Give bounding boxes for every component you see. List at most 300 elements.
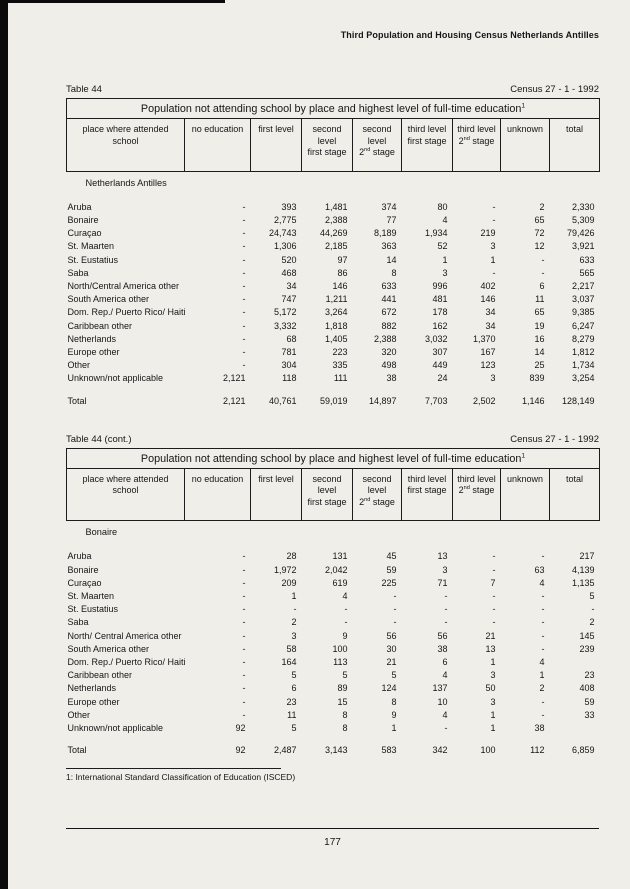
cell-value: 4 xyxy=(539,657,545,668)
table-row xyxy=(67,722,600,735)
cell-value: 6,247 xyxy=(572,320,595,331)
cell-value: - xyxy=(541,630,545,641)
cell-value: 2,121 xyxy=(222,373,246,384)
row-label: St. Maarten xyxy=(67,241,115,252)
cell-value: 100 xyxy=(480,745,496,756)
table-label: Table 44 xyxy=(66,84,102,95)
spacer-row xyxy=(67,540,600,550)
table-title-row xyxy=(67,99,600,119)
cell-value: - xyxy=(541,551,545,562)
column-header: first level xyxy=(251,468,302,521)
table-row xyxy=(67,333,600,346)
table-title: Population not attending school by place and highest level of full-time education$^1$ xyxy=(67,99,600,119)
column-header: third level first stage xyxy=(402,119,453,172)
table-row xyxy=(67,550,600,563)
cell-value: - xyxy=(393,617,397,628)
table-row xyxy=(67,372,600,385)
cell-value: 307 xyxy=(432,346,448,357)
cell-value: 1 xyxy=(442,254,448,265)
cell-value: - xyxy=(541,709,545,720)
cell-value: 3 xyxy=(490,373,496,384)
cell-value: - xyxy=(541,254,545,265)
cell-value: - xyxy=(242,617,246,628)
table-row xyxy=(67,293,600,306)
cell-value: - xyxy=(293,604,297,615)
row-label: Bonaire xyxy=(67,564,99,575)
table-title-row xyxy=(67,448,600,468)
cell-value: 89 xyxy=(337,683,348,694)
table-row xyxy=(67,214,600,227)
column-header: unknown xyxy=(501,119,550,172)
section-label: Netherlands Antilles xyxy=(85,177,167,188)
cell-value: - xyxy=(492,551,496,562)
cell-value: 2,487 xyxy=(273,745,297,756)
row-label: St. Eustatius xyxy=(67,604,119,615)
cell-value: 6,859 xyxy=(572,745,595,756)
table-row xyxy=(67,696,600,709)
table-row xyxy=(67,577,600,590)
table-row xyxy=(67,227,600,240)
cell-value: 1,972 xyxy=(273,564,297,575)
cell-value: 34 xyxy=(286,280,297,291)
cell-value: 19 xyxy=(534,320,545,331)
cell-value: 3 xyxy=(291,630,297,641)
cell-value: 113 xyxy=(333,657,348,668)
cell-value: 402 xyxy=(480,280,496,291)
cell-value: - xyxy=(242,201,246,212)
cell-value: 633 xyxy=(381,280,397,291)
cell-value: 8 xyxy=(391,696,397,707)
census-table xyxy=(66,448,600,758)
cell-value: 72 xyxy=(534,228,545,239)
cell-value: 520 xyxy=(281,254,297,265)
footnote: 1: International Standard Classification of Education (ISCED) xyxy=(66,771,296,782)
cell-value: 56 xyxy=(386,630,397,641)
column-header: place where attended school xyxy=(67,119,185,172)
cell-value: 111 xyxy=(333,373,348,384)
cell-value: 23 xyxy=(584,670,595,681)
cell-value: 162 xyxy=(432,320,448,331)
row-label: Europe other xyxy=(67,346,120,357)
cell-value: 6 xyxy=(291,683,297,694)
cell-value: - xyxy=(541,604,545,615)
cell-value: 8,189 xyxy=(373,228,397,239)
cell-value: - xyxy=(492,564,496,575)
cell-value: 68 xyxy=(286,333,297,344)
cell-value: 2,217 xyxy=(572,280,595,291)
row-label: Total xyxy=(67,395,87,406)
cell-value: - xyxy=(492,604,496,615)
cell-value: 131 xyxy=(332,551,348,562)
column-header: total xyxy=(550,119,600,172)
column-header: first level xyxy=(251,119,302,172)
cell-value: - xyxy=(242,307,246,318)
cell-value: 2,775 xyxy=(273,214,297,225)
cell-value: 34 xyxy=(485,307,496,318)
cell-value: - xyxy=(242,241,246,252)
cell-value: 1 xyxy=(490,657,496,668)
cell-value: 619 xyxy=(332,577,348,588)
cell-value: 38 xyxy=(534,723,545,734)
cell-value: 304 xyxy=(281,360,297,371)
table-body xyxy=(67,171,600,408)
cell-value: - xyxy=(242,294,246,305)
cell-value: 219 xyxy=(480,228,496,239)
cell-value: 1 xyxy=(490,254,496,265)
column-header: unknown xyxy=(501,468,550,521)
cell-value: - xyxy=(492,267,496,278)
cell-value: 4 xyxy=(442,670,448,681)
cell-value: 747 xyxy=(281,294,297,305)
cell-value: 1,481 xyxy=(324,201,348,212)
cell-value: 481 xyxy=(432,294,448,305)
cell-value: 1,812 xyxy=(572,346,595,357)
table-row xyxy=(67,682,600,695)
cell-value: 223 xyxy=(332,346,348,357)
cell-value: 167 xyxy=(480,346,496,357)
row-label: Dom. Rep./ Puerto Rico/ Haiti xyxy=(67,307,186,318)
section-label: Bonaire xyxy=(85,527,118,538)
table-row xyxy=(67,616,600,629)
cell-value: 44,269 xyxy=(319,228,348,239)
cell-value: 4 xyxy=(442,709,448,720)
cell-value: 9,385 xyxy=(572,307,595,318)
cell-value: 8 xyxy=(342,709,348,720)
cell-value: - xyxy=(591,604,595,615)
cell-value: 839 xyxy=(529,373,545,384)
cell-value: 25 xyxy=(534,360,545,371)
cell-value: - xyxy=(492,591,496,602)
cell-value: - xyxy=(242,604,246,615)
column-header: no education xyxy=(185,468,251,521)
document-header: Third Population and Housing Census Netherlands Antilles xyxy=(340,30,599,40)
table-row xyxy=(67,669,600,682)
cell-value: 3,332 xyxy=(273,320,297,331)
bottom-rule xyxy=(66,828,599,829)
cell-value: 65 xyxy=(534,307,545,318)
table-label: Table 44 (cont.) xyxy=(66,433,132,445)
cell-value: 3 xyxy=(490,241,496,252)
cell-value: 5,172 xyxy=(273,307,297,318)
cell-value: 13 xyxy=(437,551,448,562)
row-label: Dom. Rep./ Puerto Rico/ Haiti xyxy=(67,657,186,668)
row-label: Aruba xyxy=(67,201,92,212)
cell-value: 217 xyxy=(579,551,595,562)
cell-value: 1,146 xyxy=(521,395,545,406)
cell-value: - xyxy=(242,551,246,562)
cell-value: 28 xyxy=(286,551,297,562)
row-label: Other xyxy=(67,360,91,371)
cell-value: - xyxy=(541,643,545,654)
row-label: South America other xyxy=(67,643,150,654)
cell-value: 3,032 xyxy=(424,333,448,344)
column-header: total xyxy=(550,468,600,521)
column-header: second level 2nd stage xyxy=(353,119,402,172)
cell-value: 2 xyxy=(589,617,595,628)
cell-value: 11 xyxy=(535,294,545,305)
cell-value: 86 xyxy=(337,267,348,278)
cell-value: 498 xyxy=(381,360,397,371)
cell-value: 4 xyxy=(539,577,545,588)
cell-value: - xyxy=(344,617,348,628)
table-44-block xyxy=(66,84,599,408)
cell-value: 8 xyxy=(391,267,397,278)
cell-value: 1 xyxy=(490,709,496,720)
cell-value: 14 xyxy=(386,254,397,265)
cell-value: 5 xyxy=(342,670,348,681)
cell-value: 374 xyxy=(381,201,397,212)
cell-value: - xyxy=(492,201,496,212)
cell-value: 13 xyxy=(485,643,496,654)
cell-value: 118 xyxy=(282,373,297,384)
cell-value: 21 xyxy=(485,630,496,641)
cell-value: 59,019 xyxy=(319,395,348,406)
cell-value: 2,502 xyxy=(472,395,496,406)
section-row xyxy=(67,521,600,541)
cell-value: - xyxy=(242,360,246,371)
page-number: 177 xyxy=(324,836,341,848)
cell-value: 9 xyxy=(391,709,397,720)
cell-value: 3,143 xyxy=(324,745,348,756)
scan-artifact-left xyxy=(0,0,8,889)
cell-value: 100 xyxy=(332,643,348,654)
cell-value: 38 xyxy=(437,643,448,654)
row-label: Caribbean other xyxy=(67,320,133,331)
cell-value: 146 xyxy=(480,294,496,305)
cell-value: 164 xyxy=(281,657,297,668)
table-row xyxy=(67,359,600,372)
cell-value: - xyxy=(444,723,448,734)
cell-value: 2 xyxy=(291,617,297,628)
table-row xyxy=(67,603,600,616)
cell-value: 92 xyxy=(235,723,246,734)
cell-value: 9 xyxy=(342,630,348,641)
row-label: Europe other xyxy=(67,696,120,707)
column-header: second level 2nd stage xyxy=(353,468,402,521)
cell-value: 441 xyxy=(381,294,397,305)
spacer-row xyxy=(67,386,600,395)
cell-value: 2,042 xyxy=(324,564,348,575)
cell-value: 5 xyxy=(589,591,595,602)
section-row xyxy=(67,171,600,191)
cell-value xyxy=(550,656,600,669)
table-row xyxy=(67,395,600,408)
cell-value: - xyxy=(242,643,246,654)
cell-value: 128,149 xyxy=(561,395,595,406)
row-label: North/Central America other xyxy=(67,280,180,291)
cell-value: 781 xyxy=(281,346,297,357)
cell-value: 8,279 xyxy=(572,333,595,344)
cell-value: - xyxy=(242,333,246,344)
cell-value: - xyxy=(242,228,246,239)
cell-value: 1,405 xyxy=(324,333,348,344)
cell-value: 5 xyxy=(391,670,397,681)
table-row xyxy=(67,564,600,577)
cell-value: - xyxy=(541,591,545,602)
row-label: Caribbean other xyxy=(67,670,133,681)
cell-value: 633 xyxy=(579,254,595,265)
cell-value: 882 xyxy=(381,320,397,331)
cell-value: 1,370 xyxy=(472,333,496,344)
spacer-row xyxy=(67,191,600,201)
cell-value: 92 xyxy=(235,745,246,756)
cell-value: 10 xyxy=(437,696,448,707)
cell-value xyxy=(550,722,600,735)
cell-value: 1,934 xyxy=(424,228,448,239)
cell-value: 4 xyxy=(442,214,448,225)
cell-value: - xyxy=(444,617,448,628)
row-label: Curaçao xyxy=(67,228,102,239)
cell-value: 50 xyxy=(485,683,496,694)
cell-value: - xyxy=(242,320,246,331)
cell-value: 12 xyxy=(534,241,545,252)
row-label: Total xyxy=(67,745,87,756)
cell-value: 63 xyxy=(534,564,545,575)
table-caption-row xyxy=(66,434,599,445)
cell-value: - xyxy=(393,591,397,602)
cell-value: - xyxy=(242,346,246,357)
column-header: no education xyxy=(185,119,251,172)
cell-value: 1,211 xyxy=(325,294,348,305)
cell-value: 16 xyxy=(534,333,545,344)
cell-value: 4 xyxy=(342,591,348,602)
cell-value: 5,309 xyxy=(572,214,595,225)
cell-value: 80 xyxy=(437,201,448,212)
column-header: third level 2nd stage xyxy=(453,119,501,172)
cell-value: - xyxy=(242,657,246,668)
cell-value: 2,330 xyxy=(572,201,595,212)
cell-value: 52 xyxy=(437,241,448,252)
column-header: third level 2nd stage xyxy=(453,468,501,521)
cell-value: - xyxy=(344,604,348,615)
row-label: Saba xyxy=(67,617,89,628)
cell-value: - xyxy=(444,591,448,602)
cell-value: 40,761 xyxy=(268,395,297,406)
table-header-row xyxy=(67,119,600,172)
cell-value: 45 xyxy=(386,551,397,562)
cell-value: 3,254 xyxy=(572,373,595,384)
cell-value: 6 xyxy=(539,280,545,291)
cell-value: - xyxy=(242,591,246,602)
cell-value: 71 xyxy=(437,577,448,588)
cell-value: 1 xyxy=(391,723,397,734)
cell-value: - xyxy=(492,617,496,628)
column-header: third level first stage xyxy=(402,468,453,521)
cell-value: 2,185 xyxy=(324,241,348,252)
cell-value: 15 xyxy=(337,696,348,707)
cell-value: - xyxy=(242,267,246,278)
cell-value: 123 xyxy=(480,360,496,371)
cell-value: 24 xyxy=(437,373,448,384)
census-table xyxy=(66,98,600,408)
column-header: second level first stage xyxy=(302,119,353,172)
cell-value: 124 xyxy=(381,683,397,694)
page-content xyxy=(66,0,599,848)
cell-value: 2 xyxy=(539,683,545,694)
footnote-block xyxy=(66,768,599,782)
cell-value: - xyxy=(541,696,545,707)
cell-value: 137 xyxy=(432,683,448,694)
cell-value: 112 xyxy=(530,745,545,756)
cell-value: 58 xyxy=(286,643,297,654)
cell-value: 3 xyxy=(490,670,496,681)
cell-value: 3,264 xyxy=(324,307,348,318)
cell-value: 24,743 xyxy=(268,228,297,239)
cell-value: 2 xyxy=(539,201,545,212)
table-header-row xyxy=(67,468,600,521)
row-label: Netherlands xyxy=(67,683,117,694)
cell-value: 11 xyxy=(287,709,297,720)
cell-value: - xyxy=(541,267,545,278)
cell-value: 1 xyxy=(539,670,545,681)
cell-value: - xyxy=(242,630,246,641)
cell-value: 23 xyxy=(286,696,297,707)
cell-value: - xyxy=(242,214,246,225)
column-header: second level first stage xyxy=(302,468,353,521)
table-row xyxy=(67,630,600,643)
row-label: Unknown/not applicable xyxy=(67,723,164,734)
table-row xyxy=(67,240,600,253)
cell-value: 3 xyxy=(490,696,496,707)
census-date: Census 27 - 1 - 1992 xyxy=(510,84,599,95)
cell-value: 59 xyxy=(386,564,397,575)
table-row xyxy=(67,201,600,214)
cell-value: 209 xyxy=(281,577,297,588)
cell-value: 335 xyxy=(332,360,348,371)
cell-value: - xyxy=(242,577,246,588)
cell-value: 408 xyxy=(579,683,595,694)
row-label: Saba xyxy=(67,267,89,278)
row-label: St. Maarten xyxy=(67,591,115,602)
table-row xyxy=(67,643,600,656)
cell-value: 239 xyxy=(579,643,595,654)
cell-value: 7,703 xyxy=(424,395,448,406)
footnote-rule xyxy=(66,768,281,769)
row-label: Netherlands xyxy=(67,333,117,344)
cell-value: 468 xyxy=(281,267,297,278)
cell-value: - xyxy=(444,604,448,615)
cell-value: - xyxy=(541,617,545,628)
cell-value: 3 xyxy=(442,267,448,278)
cell-value: 1,734 xyxy=(572,360,595,371)
table-body xyxy=(67,521,600,758)
cell-value: 1 xyxy=(490,723,496,734)
table-caption-row xyxy=(66,84,599,95)
cell-value: 225 xyxy=(381,577,397,588)
cell-value: 1,306 xyxy=(273,241,297,252)
cell-value: 4,139 xyxy=(572,564,595,575)
cell-value: 34 xyxy=(485,320,496,331)
table-row xyxy=(67,254,600,267)
cell-value: 5 xyxy=(291,670,297,681)
cell-value: 5 xyxy=(291,723,297,734)
cell-value: - xyxy=(242,564,246,575)
cell-value: - xyxy=(242,670,246,681)
table-row xyxy=(67,656,600,669)
table-row xyxy=(67,709,600,722)
cell-value: 2,388 xyxy=(324,214,348,225)
row-label: Other xyxy=(67,709,91,720)
cell-value: 145 xyxy=(579,630,595,641)
cell-value: 672 xyxy=(381,307,397,318)
cell-value: 14,897 xyxy=(368,395,397,406)
table-row xyxy=(67,280,600,293)
cell-value: 565 xyxy=(579,267,595,278)
cell-value: 56 xyxy=(437,630,448,641)
cell-value: 8 xyxy=(342,723,348,734)
row-label: Unknown/not applicable xyxy=(67,373,164,384)
cell-value: 2,121 xyxy=(222,395,246,406)
